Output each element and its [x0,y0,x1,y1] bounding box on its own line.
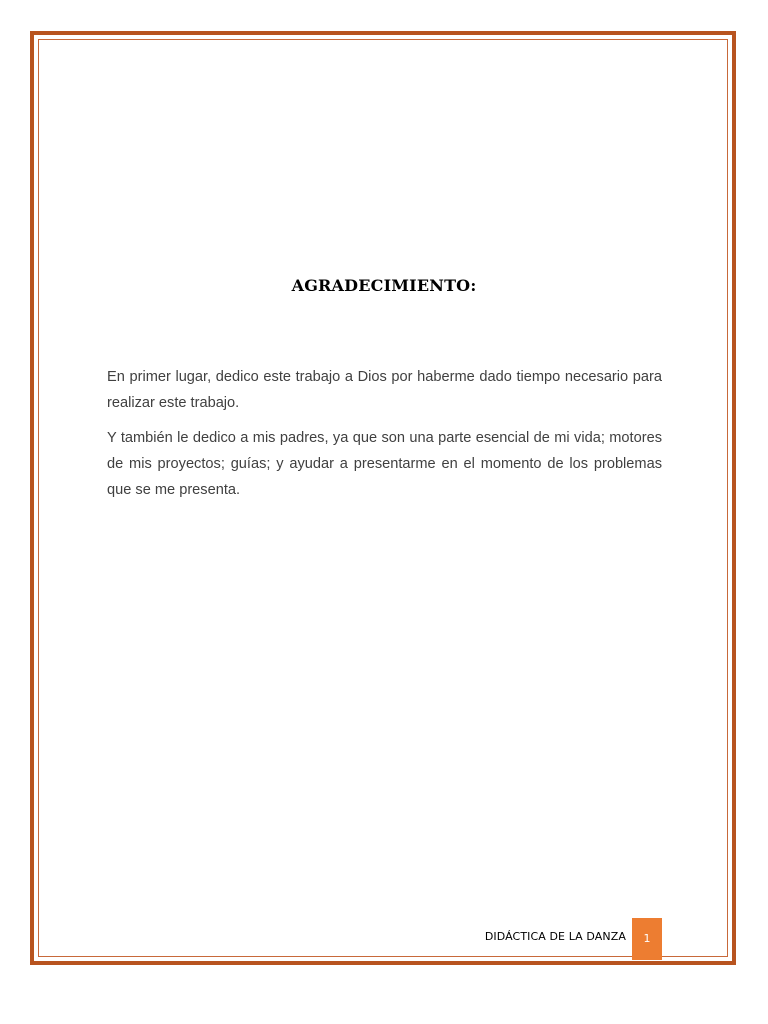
paragraph-1: En primer lugar, dedico este trabajo a Dios por haberme dado tiempo necesario para realizar este trabajo. [107,369,662,411]
body-text [107,364,662,512]
page-number-badge: 1 [632,918,662,960]
page-title: AGRADECIMIENTO: [291,276,477,295]
footer-label: DIDÁCTICA DE LA DANZA [484,930,626,943]
paragraph-2: Y también le dedico a mis padres, ya que son una parte esencial de mi vida; motores de mis proyectos; guías; y ayudar a presentarme en el momento de los problemas que se me presenta. [107,430,662,498]
